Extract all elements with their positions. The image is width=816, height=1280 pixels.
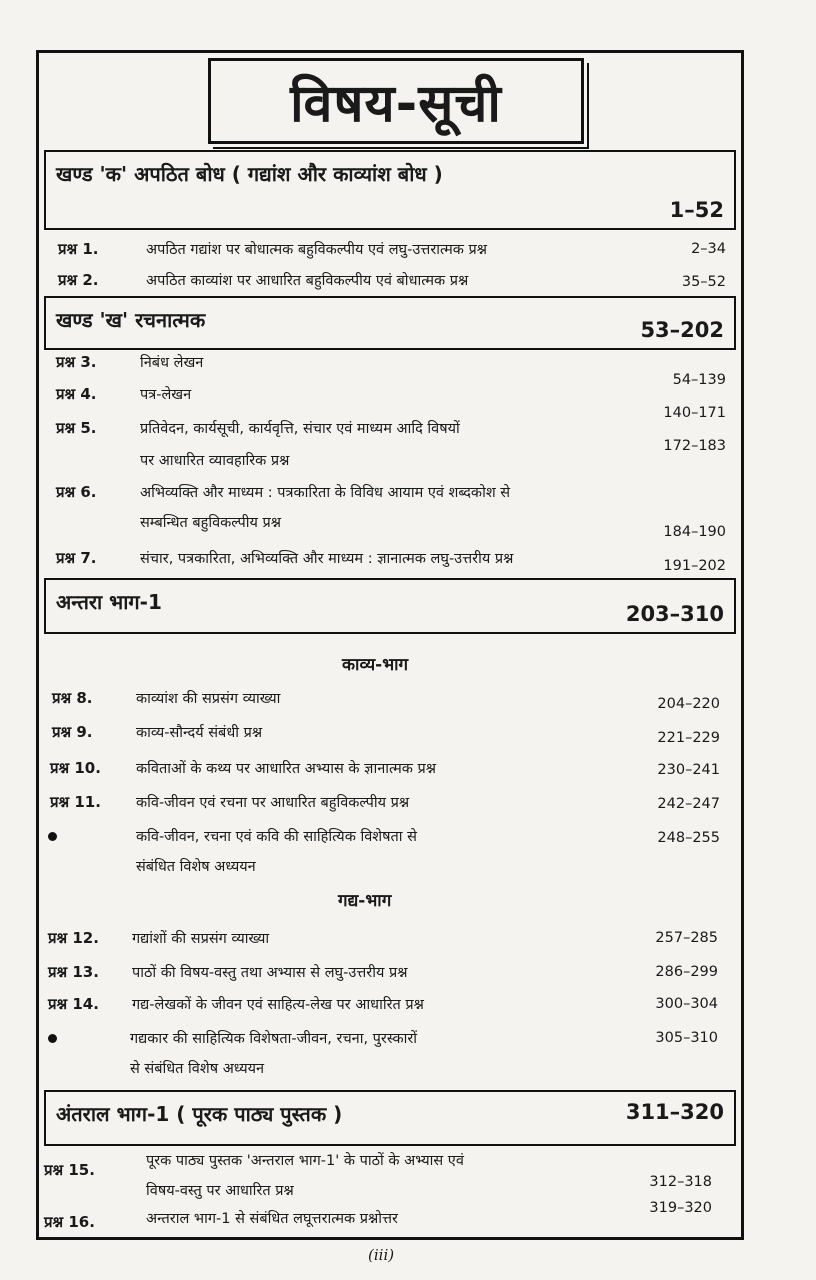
toc-item-pages: 140–171 — [663, 405, 726, 421]
page-number: (iii) — [368, 1246, 395, 1264]
toc-q-label: प्रश्न 7. — [56, 549, 97, 567]
toc-q-label: प्रश्न 15. — [44, 1161, 95, 1179]
bullet-icon — [48, 832, 57, 841]
toc-item-text: काव्य-सौन्दर्य संबंधी प्रश्न — [136, 725, 263, 741]
toc-item-pages: 221–229 — [657, 730, 720, 746]
toc-item-text: अन्तराल भाग-1 से संबंधित लघूत्तरात्मक प्रश्नोत्तर — [146, 1211, 398, 1227]
toc-q-label: प्रश्न 13. — [48, 963, 99, 981]
toc-item-text: गद्यांशों की सप्रसंग व्याख्या — [132, 931, 270, 947]
bullet-icon — [48, 1034, 57, 1043]
toc-q-label: प्रश्न 8. — [52, 689, 93, 707]
toc-item-text-cont: से संबंधित विशेष अध्ययन — [130, 1061, 265, 1077]
page-title-box — [208, 58, 584, 144]
subheading-gadya: गद्य-भाग — [338, 891, 392, 911]
toc-item-pages: 257–285 — [655, 930, 718, 946]
toc-item-pages: 54–139 — [672, 372, 726, 388]
toc-item-pages: 286–299 — [655, 964, 718, 980]
toc-item-text: कवि-जीवन, रचना एवं कवि की साहित्यिक विशेषता से — [136, 829, 417, 845]
section-b-header — [44, 296, 736, 350]
toc-q-label: प्रश्न 14. — [48, 995, 99, 1013]
toc-item-text: पूरक पाठ्य पुस्तक 'अन्तराल भाग-1' के पाठों के अभ्यास एवं — [146, 1153, 464, 1169]
section-d-pages: 311–320 — [625, 1100, 724, 1124]
toc-item-pages: 300–304 — [655, 996, 718, 1012]
section-c-header — [44, 578, 736, 634]
section-a-pages: 1–52 — [669, 198, 724, 222]
toc-item-pages: 204–220 — [657, 696, 720, 712]
toc-item-text: अभिव्यक्ति और माध्यम : पत्रकारिता के विविध आयाम एवं शब्दकोश से — [140, 485, 511, 501]
toc-item-pages: 172–183 — [663, 438, 726, 454]
toc-item-pages: 35–52 — [681, 274, 726, 290]
section-c-pages: 203–310 — [625, 602, 724, 626]
toc-q-label: प्रश्न 9. — [52, 723, 93, 741]
toc-q-label: प्रश्न 2. — [58, 271, 99, 289]
toc-item-text-cont: संबंधित विशेष अध्ययन — [136, 859, 256, 875]
toc-item-pages: 312–318 — [649, 1174, 712, 1190]
toc-item-text: काव्यांश की सप्रसंग व्याख्या — [136, 691, 281, 707]
section-a-header — [44, 150, 736, 230]
toc-item-pages: 2–34 — [691, 241, 726, 257]
toc-q-label: प्रश्न 1. — [58, 240, 99, 258]
toc-q-label: प्रश्न 10. — [50, 759, 101, 777]
toc-item-pages: 230–241 — [657, 762, 720, 778]
toc-item-text: अपठित गद्यांश पर बोधात्मक बहुविकल्पीय एवं लघु-उत्तरात्मक प्रश्न — [146, 242, 487, 258]
toc-item-text: निबंध लेखन — [140, 355, 204, 371]
toc-item-text: पाठों की विषय-वस्तु तथा अभ्यास से लघु-उत्तरीय प्रश्न — [132, 965, 408, 981]
subheading-kavya: काव्य-भाग — [342, 655, 409, 675]
toc-item-text: संचार, पत्रकारिता, अभिव्यक्ति और माध्यम : ज्ञानात्मक लघु-उत्तरीय प्रश्न — [140, 551, 514, 567]
toc-item-pages: 248–255 — [657, 830, 720, 846]
toc-q-label: प्रश्न 16. — [44, 1213, 95, 1231]
toc-item-pages: 191–202 — [663, 558, 726, 574]
page-title: विषय-सूची — [290, 73, 502, 134]
toc-q-label: प्रश्न 12. — [48, 929, 99, 947]
toc-q-label: प्रश्न 5. — [56, 419, 97, 437]
toc-item-pages: 242–247 — [657, 796, 720, 812]
toc-item-text: कवि-जीवन एवं रचना पर आधारित बहुविकल्पीय प्रश्न — [136, 795, 410, 811]
toc-item-text-cont: सम्बन्धित बहुविकल्पीय प्रश्न — [140, 515, 282, 531]
toc-q-label: प्रश्न 6. — [56, 483, 97, 501]
toc-item-text: अपठित काव्यांश पर आधारित बहुविकल्पीय एवं बोधात्मक प्रश्न — [146, 273, 469, 289]
toc-item-pages: 184–190 — [663, 524, 726, 540]
toc-item-text-cont: विषय-वस्तु पर आधारित प्रश्न — [146, 1183, 294, 1199]
toc-item-text: गद्य-लेखकों के जीवन एवं साहित्य-लेख पर आधारित प्रश्न — [132, 997, 424, 1013]
section-c-title: अन्तरा भाग-1 — [56, 590, 162, 614]
toc-q-label: प्रश्न 11. — [50, 793, 101, 811]
section-a-title: खण्ड 'क' अपठित बोध ( गद्यांश और काव्यांश बोध ) — [56, 162, 443, 186]
section-d-header — [44, 1090, 736, 1146]
section-d-title: अंतराल भाग-1 ( पूरक पाठ्य पुस्तक ) — [56, 1102, 343, 1126]
toc-item-text-cont: पर आधारित व्यावहारिक प्रश्न — [140, 453, 290, 469]
toc-q-label: प्रश्न 4. — [56, 385, 97, 403]
toc-item-text: प्रतिवेदन, कार्यसूची, कार्यवृत्ति, संचार एवं माध्यम आदि विषयों — [140, 421, 460, 437]
toc-item-pages: 305–310 — [655, 1030, 718, 1046]
section-b-title: खण्ड 'ख' रचनात्मक — [56, 308, 206, 332]
toc-item-text: गद्यकार की साहित्यिक विशेषता-जीवन, रचना, पुरस्कारों — [130, 1031, 418, 1047]
toc-item-text: कविताओं के कथ्य पर आधारित अभ्यास के ज्ञानात्मक प्रश्न — [136, 761, 437, 777]
toc-q-label: प्रश्न 3. — [56, 353, 97, 371]
toc-item-text: पत्र-लेखन — [140, 387, 192, 403]
toc-item-pages: 319–320 — [649, 1200, 712, 1216]
section-b-pages: 53–202 — [640, 318, 724, 342]
